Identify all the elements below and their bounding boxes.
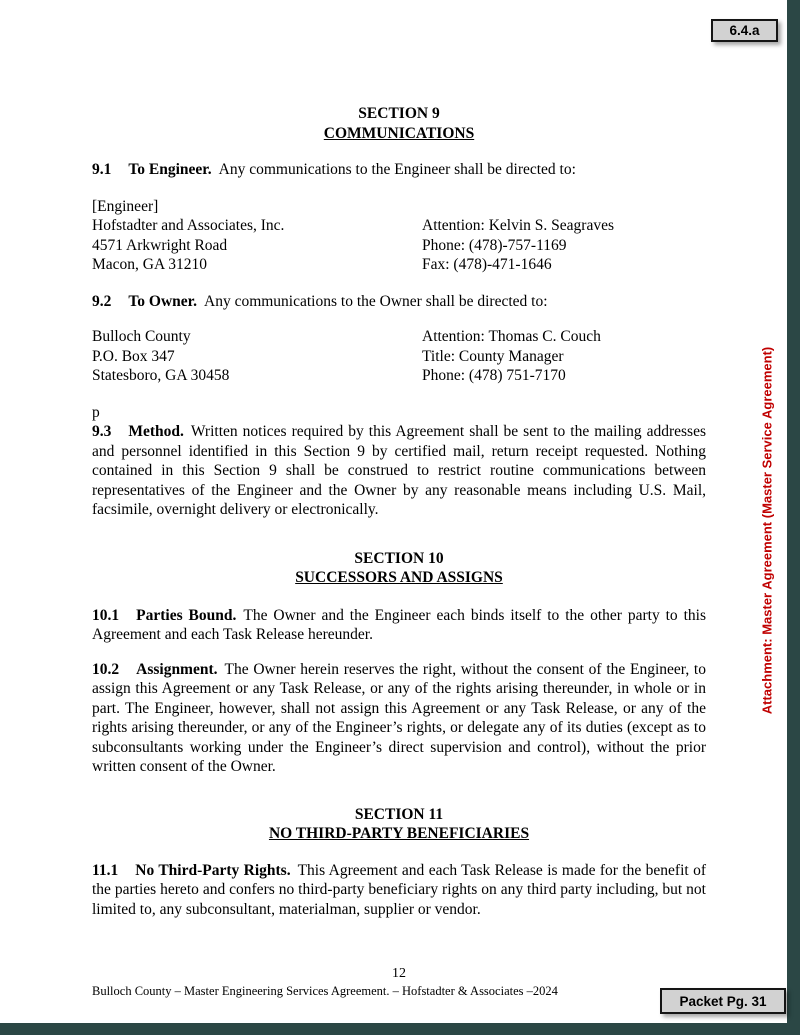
paragraph-text: Any communications to the Engineer shall be directed to: (218, 161, 576, 178)
section-11-subtitle: NO THIRD-PARTY BENEFICIARIES (268, 825, 530, 842)
engineer-address-block (92, 197, 706, 275)
section-10-subtitle: SUCCESSORS AND ASSIGNS (295, 569, 503, 586)
owner-address-line: Statesboro, GA 30458 (92, 367, 230, 384)
engineer-contact-line: Attention: Kelvin S. Seagraves (422, 217, 614, 234)
paragraph-9-3 (92, 422, 706, 520)
owner-contact-line: Title: County Manager (422, 347, 564, 365)
scan-edge-bottom (0, 1023, 800, 1035)
owner-address-block (92, 327, 706, 386)
paragraph-text: Any communications to the Owner shall be directed to: (204, 292, 548, 310)
paragraph-text: Written notices required by this Agreement shall be sent to the mailing addresses and personnel identified in this Section 9 by certified mail, return receipt requested. Nothing contained in this Section 9 shall be construed to restrict routine communications between representatives of the Engineer and the Owner by any reasonable means including U.S. Mail, facsimile, overnight delivery or electronically. (92, 423, 706, 518)
paragraph-11-1 (92, 861, 706, 920)
paragraph-label: To Engineer. (128, 161, 212, 178)
owner-contact-line: Attention: Thomas C. Couch (422, 328, 601, 345)
stray-character: p (92, 403, 100, 421)
packet-page-label: Packet Pg. 31 (679, 993, 767, 1009)
paragraph-10-1 (92, 606, 706, 645)
attachment-sidebar-label: Attachment: Master Agreement (Master Service Agreement) (759, 346, 775, 715)
page-number: 12 (392, 966, 406, 981)
paragraph-number: 9.2 (92, 292, 112, 310)
section-11-title: SECTION 11 (354, 805, 444, 823)
scan-edge-right (787, 0, 800, 1035)
paragraph-text: This Agreement and each Task Release is made for the benefit of the parties hereto and confers no third-party beneficiary rights on any third party including, but not limited to, any subconsultant, materialman, supplier or vendor. (92, 861, 706, 918)
section-10-title: SECTION 10 (354, 549, 444, 567)
paragraph-9-2 (92, 292, 706, 312)
engineer-contact-line: Phone: (478)-757-1169 (422, 236, 567, 254)
owner-address-line: P.O. Box 347 (92, 347, 175, 365)
footer-text: Bulloch County – Master Engineering Services Agreement. – Hofstadter & Associates –2024 (92, 984, 558, 998)
packet-page-badge (660, 988, 786, 1014)
section-9-title: SECTION 9 (358, 105, 440, 122)
paragraph-10-2 (92, 660, 706, 777)
engineer-tag: [Engineer] (92, 197, 159, 215)
address-row (92, 216, 706, 236)
paragraph-number: 10.2 (92, 660, 120, 678)
engineer-address-line: Macon, GA 31210 (92, 256, 207, 273)
paragraph-text: The Owner herein reserves the right, without the consent of the Engineer, to assign this Agreement or any Task Release, or any of the rights arising thereunder, in whole or in part. The Engineer, however, shall not assign this Agreement or any Task Release, or any of the rights arising thereunder, or any of the Engineer’s rights, or delegate any of its duties (except as to subconsultants working under the Engineer’s direct supervision and control), without the prior written consent of the Owner. (92, 660, 706, 775)
address-row (92, 236, 706, 256)
document-body (92, 0, 706, 919)
address-row (92, 366, 706, 386)
engineer-contact-line: Fax: (478)-471-1646 (422, 256, 552, 273)
section-9-heading (92, 104, 706, 143)
engineer-address-line: Hofstadter and Associates, Inc. (92, 217, 285, 234)
owner-contact-line: Phone: (478) 751-7170 (422, 367, 566, 384)
engineer-address-line: 4571 Arkwright Road (92, 236, 228, 254)
paragraph-number: 11.1 (92, 861, 119, 879)
paragraph-number: 10.1 (92, 606, 120, 624)
paragraph-number: 9.3 (92, 423, 112, 440)
section-10-heading (92, 549, 706, 588)
paragraph-label: To Owner. (128, 292, 197, 310)
section-9-subtitle: COMMUNICATIONS (323, 124, 475, 142)
paragraph-number: 9.1 (92, 161, 112, 178)
owner-address-line: Bulloch County (92, 328, 191, 345)
agenda-item-badge (711, 19, 778, 42)
agenda-item-number: 6.4.a (729, 23, 760, 38)
paragraph-label: Method. (128, 423, 184, 440)
paragraph-label: Parties Bound. (136, 606, 237, 624)
paragraph-9-1 (92, 160, 706, 180)
section-11-heading (92, 805, 706, 844)
paragraph-text: The Owner and the Engineer each binds itself to the other party to this Agreement and each Task Release hereunder. (92, 606, 706, 643)
paragraph-label: Assignment. (136, 660, 218, 678)
address-row (92, 327, 706, 347)
address-row (92, 255, 706, 275)
address-row (92, 347, 706, 367)
paragraph-label: No Third-Party Rights. (135, 861, 291, 879)
